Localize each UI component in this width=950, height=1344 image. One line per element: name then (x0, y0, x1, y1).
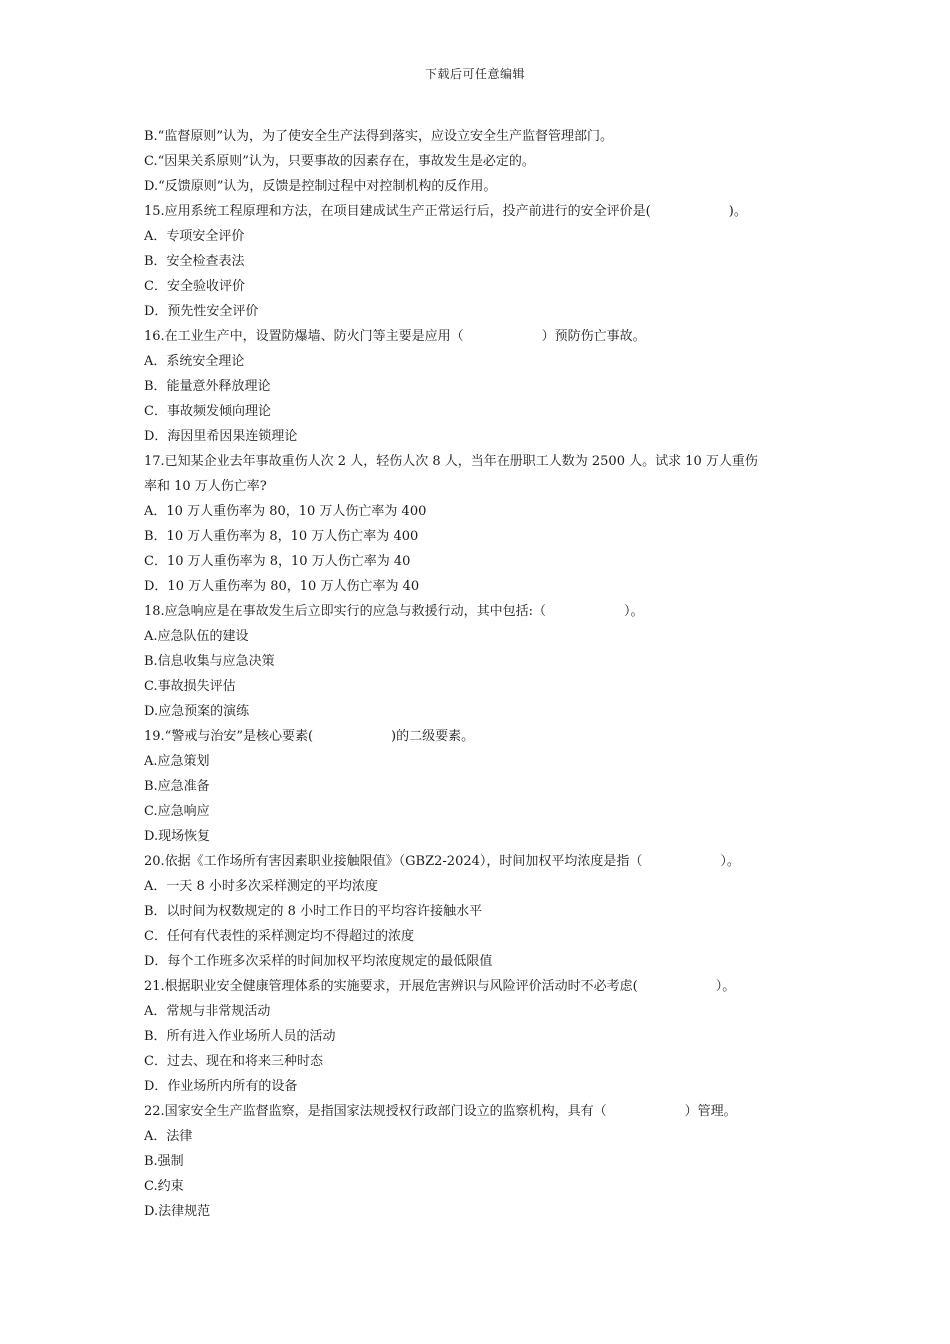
text-line: D.“反馈原则”认为，反馈是控制过程中对控制机构的反作用。 (144, 179, 497, 194)
question-line: 22.国家安全生产监督监察，是指国家法规授权行政部门设立的监察机构，具有（ ）管理。 (144, 1104, 737, 1119)
option-line: C.事故损失评估 (144, 679, 236, 694)
option-line: B．所有进入作业场所人员的活动 (144, 1029, 336, 1044)
option-line: A.应急队伍的建设 (144, 629, 249, 644)
question-line: 20.依据《工作场所有害因素职业接触限值》（GBZ2-2024），时间加权平均浓度是指（ ）。 (144, 854, 740, 869)
option-line: A．一天 8 小时多次采样测定的平均浓度 (144, 879, 378, 894)
option-line: C．事故频发倾向理论 (144, 404, 271, 419)
option-line: C．安全验收评价 (144, 279, 245, 294)
option-line: D．每个工作班多次采样的时间加权平均浓度规定的最低限值 (144, 954, 493, 969)
question-line: 17.已知某企业去年事故重伤人次 2 人，轻伤人次 8 人，当年在册职工人数为 2500 人。试求 10 万人重伤 (144, 454, 758, 469)
question-line: 16.在工业生产中，设置防爆墙、防火门等主要是应用（ ）预防伤亡事故。 (144, 329, 646, 344)
question-line-continued: 率和 10 万人伤亡率? (144, 479, 267, 494)
text-line: C.“因果关系原则”认为，只要事故的因素存在，事故发生是必定的。 (144, 154, 535, 169)
option-line: C．任何有代表性的采样测定均不得超过的浓度 (144, 929, 414, 944)
option-line: B.强制 (144, 1154, 184, 1169)
option-line: C.应急响应 (144, 804, 210, 819)
option-line: B．10 万人重伤率为 8，10 万人伤亡率为 400 (144, 529, 419, 544)
question-line: 15.应用系统工程原理和方法，在项目建成试生产正常运行后，投产前进行的安全评价是( )。 (144, 204, 747, 219)
option-line: B．能量意外释放理论 (144, 379, 271, 394)
option-line: C．过去、现在和将来三种时态 (144, 1054, 323, 1069)
option-line: B．安全检查表法 (144, 254, 245, 269)
question-line: 19.“警戒与治安”是核心要素( )的二级要素。 (144, 729, 475, 744)
question-line: 18.应急响应是在事故发生后立即实行的应急与救援行动，其中包括:（ ）。 (144, 604, 644, 619)
option-line: A．系统安全理论 (144, 354, 245, 369)
option-line: A．法律 (144, 1129, 193, 1144)
option-line: A．专项安全评价 (144, 229, 245, 244)
option-line: D.应急预案的演练 (144, 704, 250, 719)
option-line: D．作业场所内所有的设备 (144, 1079, 298, 1094)
option-line: A．常规与非常规活动 (144, 1004, 271, 1019)
text-line: B.“监督原则”认为，为了使安全生产法得到落实，应设立安全生产监督管理部门。 (144, 129, 613, 144)
option-line: B.应急准备 (144, 779, 210, 794)
option-line: A.应急策划 (144, 754, 210, 769)
option-line: D．10 万人重伤率为 80，10 万人伤亡率为 40 (144, 579, 420, 594)
document-body (144, 124, 804, 1224)
page-header: 下载后可任意编辑 (424, 67, 525, 81)
option-line: D.法律规范 (144, 1204, 211, 1219)
option-line: A．10 万人重伤率为 80，10 万人伤亡率为 400 (144, 504, 427, 519)
option-line: C．10 万人重伤率为 8，10 万人伤亡率为 40 (144, 554, 411, 569)
question-line: 21.根据职业安全健康管理体系的实施要求，开展危害辨识与风险评价活动时不必考虑( ）。 (144, 979, 736, 994)
option-line: D.现场恢复 (144, 829, 211, 844)
option-line: B．以时间为权数规定的 8 小时工作日的平均容许接触水平 (144, 904, 483, 919)
option-line: D．预先性安全评价 (144, 304, 259, 319)
option-line: D．海因里希因果连锁理论 (144, 429, 298, 444)
option-line: B.信息收集与应急决策 (144, 654, 275, 669)
option-line: C.约束 (144, 1179, 184, 1194)
